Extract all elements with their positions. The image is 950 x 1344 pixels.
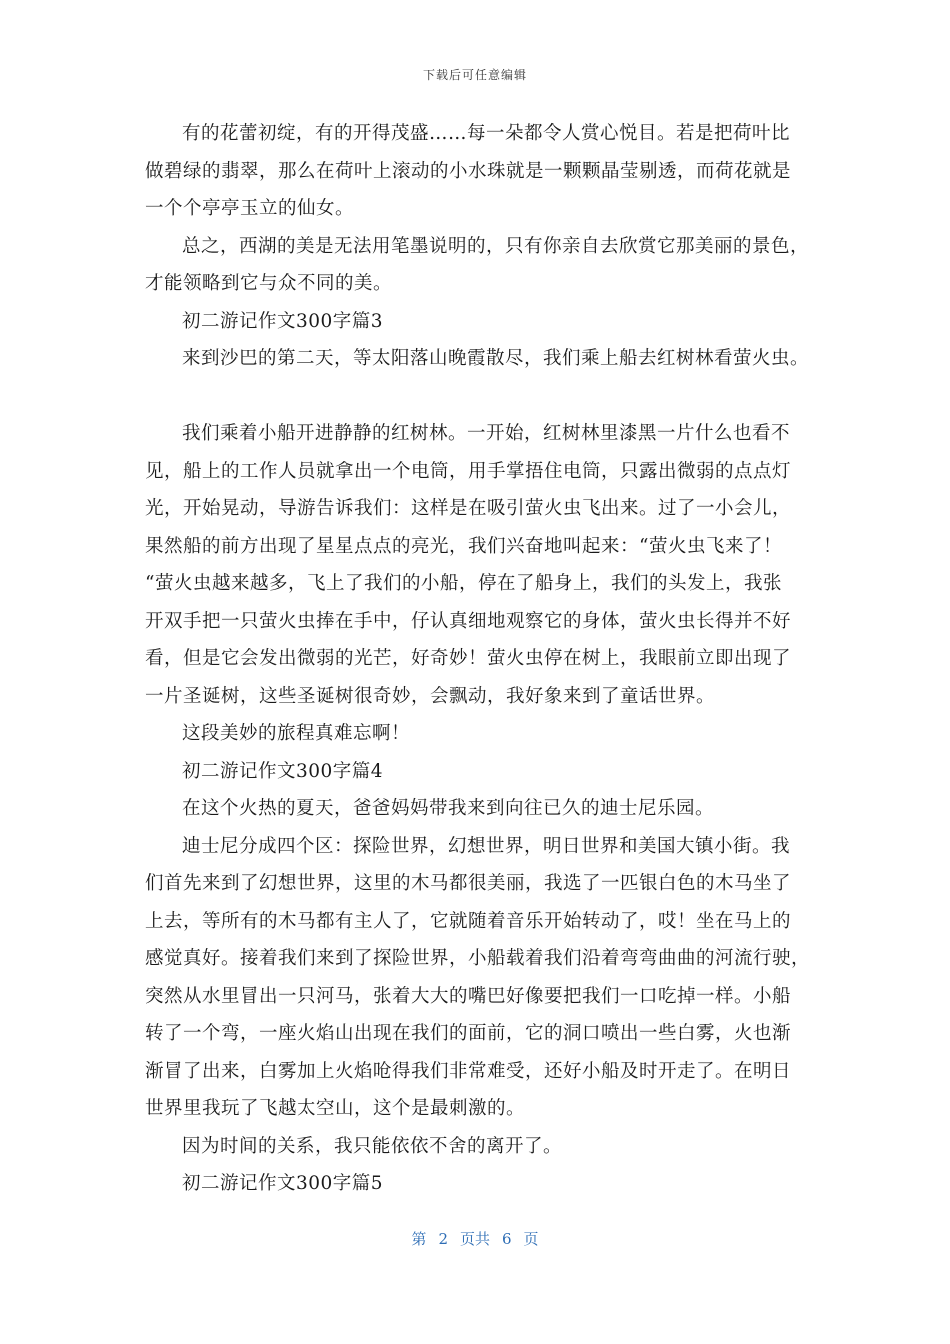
paragraph-line: 因为时间的关系，我只能依依不舍的离开了。: [182, 1135, 563, 1157]
paragraph-line: “萤火虫越来越多，飞上了我们的小船，停在了船身上，我们的头发上，我张: [145, 573, 782, 594]
page-footer: [0, 1228, 950, 1249]
paragraph-line: 一个个亭亭玉立的仙女。: [145, 198, 355, 219]
paragraph-line: 迪士尼分成四个区：探险世界，幻想世界，明日世界和美国大镇小街。我: [182, 835, 791, 857]
section-title: 初二游记作文300字篇3: [182, 310, 384, 332]
paragraph-line: 开双手把一只萤火虫捧在手中，仔认真细地观察它的身体，萤火虫长得并不好: [145, 610, 792, 632]
paragraph-line: 总之，西湖的美是无法用笔墨说明的，只有你亲自去欣赏它那美丽的景色，: [182, 235, 810, 257]
paragraph-line: 做碧绿的翡翠，那么在荷叶上滚动的小水珠就是一颗颗晶莹剔透，而荷花就是: [145, 160, 792, 182]
paragraph-line: 们首先来到了幻想世界，这里的木马都很美丽，我选了一匹银白色的木马坐了: [145, 873, 792, 894]
document-body: [145, 115, 810, 1203]
footer-page-number: 2: [438, 1230, 448, 1248]
paragraph-line: 看，但是它会发出微弱的光芒，好奇妙！萤火虫停在树上，我眼前立即出现了: [145, 648, 792, 669]
footer-page-end: 页: [523, 1230, 539, 1248]
footer-page-label: 第: [411, 1230, 427, 1248]
paragraph-line: 见，船上的工作人员就拿出一个电筒，用手掌捂住电筒，只露出微弱的点点灯: [145, 460, 792, 482]
paragraph-line: 这段美妙的旅程真难忘啊！: [182, 723, 411, 744]
blank-line: [145, 378, 810, 416]
paragraph-line: 有的花蕾初绽，有的开得茂盛……每一朵都令人赏心悦目。若是把荷叶比: [182, 123, 791, 144]
footer-total-pages: 6: [502, 1230, 512, 1248]
section-title: 初二游记作文300字篇4: [182, 760, 384, 782]
page-header: 下载后可任意编辑: [422, 68, 527, 82]
paragraph-line: 突然从水里冒出一只河马，张着大大的嘴巴好像要把我们一口吃掉一样。小船: [145, 985, 792, 1007]
paragraph-line: 感觉真好。接着我们来到了探险世界，小船载着我们沿着弯弯曲曲的河流行驶，: [145, 948, 811, 969]
section-title: 初二游记作文300字篇5: [182, 1173, 384, 1194]
paragraph-line: 光，开始晃动，导游告诉我们：这样是在吸引萤火虫飞出来。过了一小会儿，: [145, 498, 792, 519]
paragraph-line: 渐冒了出来，白雾加上火焰呛得我们非常难受，还好小船及时开走了。在明日: [145, 1060, 792, 1082]
paragraph-line: 来到沙巴的第二天，等太阳落山晚霞散尽，我们乘上船去红树林看萤火虫。: [182, 348, 810, 369]
footer-page-mid: 页共: [459, 1230, 490, 1248]
paragraph-line: 世界里我玩了飞越太空山，这个是最刺激的。: [145, 1098, 526, 1119]
paragraph-line: 转了一个弯，一座火焰山出现在我们的面前，它的洞口喷出一些白雾，火也渐: [145, 1023, 792, 1044]
paragraph-line: 才能领略到它与众不同的美。: [145, 273, 393, 294]
paragraph-line: 在这个火热的夏天，爸爸妈妈带我来到向往已久的迪士尼乐园。: [182, 798, 715, 819]
paragraph-line: 一片圣诞树，这些圣诞树很奇妙，会飘动，我好象来到了童话世界。: [145, 685, 716, 707]
paragraph-line: 果然船的前方出现了星星点点的亮光，我们兴奋地叫起来：“萤火虫飞来了！: [145, 535, 782, 557]
paragraph-line: 上去，等所有的木马都有主人了，它就随着音乐开始转动了，哎！坐在马上的: [145, 910, 792, 932]
paragraph-line: 我们乘着小船开进静静的红树林。一开始，红树林里漆黑一片什么也看不: [182, 423, 791, 444]
